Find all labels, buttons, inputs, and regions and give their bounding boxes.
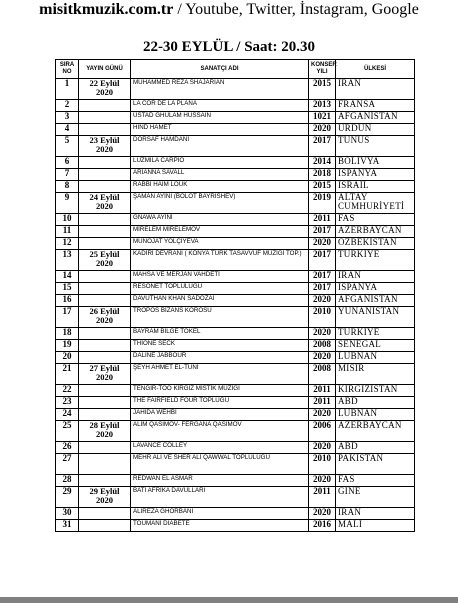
artist-name: BAYRAM BİLGE TOKEL — [131, 328, 309, 340]
country-name: FAS — [336, 475, 415, 487]
country-name: ALTAY CUMHURİYETİ — [336, 193, 415, 214]
col-header-country: ÜLKESİ — [336, 60, 415, 79]
artist-name: DALİNE JABBOUR — [131, 352, 309, 364]
table-header-row — [56, 60, 415, 79]
artist-name: ARİANNA SAVALL — [131, 169, 309, 181]
broadcast-date — [79, 100, 131, 112]
artist-name: HIND HAMET — [131, 124, 309, 136]
country-name: İRAN — [336, 79, 415, 100]
broadcast-date — [79, 283, 131, 295]
table-row — [56, 508, 415, 520]
broadcast-date: 22 Eylül 2020 — [79, 79, 131, 100]
artist-name: DORSAF HAMDANİ — [131, 136, 309, 157]
table-row — [56, 169, 415, 181]
row-number: 31 — [56, 520, 79, 532]
concert-year: 2015 — [309, 181, 336, 193]
artist-name: REDWAN EL ASMAR — [131, 475, 309, 487]
artist-name: RABBİ HAIM LOUK — [131, 181, 309, 193]
row-number: 27 — [56, 454, 79, 475]
artist-name: TENGIR-TOO KIRGIZ MİSTİK MÜZİĞİ — [131, 385, 309, 397]
concert-year: 2017 — [309, 136, 336, 157]
concert-year: 1021 — [309, 112, 336, 124]
table-row — [56, 520, 415, 532]
country-name: FRANSA — [336, 100, 415, 112]
artist-name: TOUMANİ DİABETE — [131, 520, 309, 532]
country-name: BOLİVYA — [336, 157, 415, 169]
table-row — [56, 385, 415, 397]
channels-text: / Youtube, Twitter, İnstagram, Google — [177, 1, 419, 18]
country-name: FAS — [336, 214, 415, 226]
concert-year: 2013 — [309, 100, 336, 112]
country-name: İRAN — [336, 508, 415, 520]
table-row — [56, 307, 415, 328]
row-number: 16 — [56, 295, 79, 307]
table-row — [56, 214, 415, 226]
row-number: 8 — [56, 181, 79, 193]
row-number: 6 — [56, 157, 79, 169]
row-number: 11 — [56, 226, 79, 238]
row-number: 3 — [56, 112, 79, 124]
artist-name: MAHSA VE MERJAN VAHDETİ — [131, 271, 309, 283]
col-header-date: YAYIN GÜNÜ — [79, 60, 131, 79]
broadcast-date — [79, 181, 131, 193]
country-name: İSPANYA — [336, 283, 415, 295]
table-row — [56, 340, 415, 352]
concert-year: 2020 — [309, 124, 336, 136]
artist-name: MİRELEM MİRELEMOV — [131, 226, 309, 238]
concert-year: 2019 — [309, 193, 336, 214]
header-line — [0, 0, 458, 19]
row-number: 10 — [56, 214, 79, 226]
broadcast-date — [79, 352, 131, 364]
table-body — [56, 79, 415, 532]
country-name: İRAN — [336, 271, 415, 283]
row-number: 9 — [56, 193, 79, 214]
concert-year: 2008 — [309, 340, 336, 352]
concert-year: 2020 — [309, 409, 336, 421]
broadcast-date — [79, 397, 131, 409]
table-row — [56, 112, 415, 124]
table-row — [56, 487, 415, 508]
row-number: 20 — [56, 352, 79, 364]
broadcast-date: 26 Eylül 2020 — [79, 307, 131, 328]
artist-name: MUHAMMED REZA SHAJARIAN — [131, 79, 309, 100]
artist-name: DAVUTHAN KHAN SADOZAI — [131, 295, 309, 307]
country-name: GİNE — [336, 487, 415, 508]
country-name: ÜRDÜN — [336, 124, 415, 136]
row-number: 4 — [56, 124, 79, 136]
broadcast-date — [79, 520, 131, 532]
concert-year: 2020 — [309, 295, 336, 307]
broadcast-date — [79, 295, 131, 307]
table-row — [56, 181, 415, 193]
broadcast-date — [79, 271, 131, 283]
table-row — [56, 100, 415, 112]
concert-year: 2017 — [309, 226, 336, 238]
table-row — [56, 157, 415, 169]
concert-year: 2020 — [309, 238, 336, 250]
table-row — [56, 328, 415, 340]
table-row — [56, 364, 415, 385]
concert-year: 2006 — [309, 421, 336, 442]
broadcast-date — [79, 508, 131, 520]
site-name: misitkmuzik.com.tr — [39, 1, 174, 18]
country-name: ABD — [336, 397, 415, 409]
concert-year: 2020 — [309, 475, 336, 487]
broadcast-date — [79, 214, 131, 226]
col-header-year: KONSER YILI — [309, 60, 336, 79]
table-row — [56, 295, 415, 307]
row-number: 5 — [56, 136, 79, 157]
artist-name: JAHIDA WEHBİ — [131, 409, 309, 421]
concert-year: 2014 — [309, 157, 336, 169]
row-number: 21 — [56, 364, 79, 385]
row-number: 14 — [56, 271, 79, 283]
concert-year: 2010 — [309, 307, 336, 328]
broadcast-date — [79, 112, 131, 124]
concert-year: 2015 — [309, 79, 336, 100]
table-row — [56, 409, 415, 421]
country-name: SENEGAL — [336, 340, 415, 352]
row-number: 22 — [56, 385, 79, 397]
table-row — [56, 352, 415, 364]
table-row — [56, 193, 415, 214]
row-number: 18 — [56, 328, 79, 340]
broadcast-date: 24 Eylül 2020 — [79, 193, 131, 214]
concert-year: 2016 — [309, 520, 336, 532]
broadcast-date — [79, 475, 131, 487]
artist-name: LUZMILA CARPIO — [131, 157, 309, 169]
country-name: İSRAİL — [336, 181, 415, 193]
artist-name: LA COR DE LA PLANA — [131, 100, 309, 112]
country-name: AZERBAYCAN — [336, 421, 415, 442]
broadcast-date: 27 Eylül 2020 — [79, 364, 131, 385]
table-row — [56, 238, 415, 250]
country-name: AZERBAYCAN — [336, 226, 415, 238]
table-row — [56, 226, 415, 238]
country-name: MISIR — [336, 364, 415, 385]
artist-name: ÜSTAD GHULAM HUSSAIN — [131, 112, 309, 124]
row-number: 29 — [56, 487, 79, 508]
broadcast-date — [79, 454, 131, 475]
concert-year: 2017 — [309, 250, 336, 271]
row-number: 1 — [56, 79, 79, 100]
country-name: TUNUS — [336, 136, 415, 157]
country-name: KIRGIZİSTAN — [336, 385, 415, 397]
broadcast-date — [79, 409, 131, 421]
broadcast-date: 25 Eylül 2020 — [79, 250, 131, 271]
concert-year: 2008 — [309, 364, 336, 385]
row-number: 15 — [56, 283, 79, 295]
concert-year: 2020 — [309, 352, 336, 364]
col-header-no: SIRA NO — [56, 60, 79, 79]
broadcast-date — [79, 157, 131, 169]
concert-year: 2011 — [309, 487, 336, 508]
artist-name: BATI AFRİKA DAVULLARI — [131, 487, 309, 508]
concert-year: 2011 — [309, 397, 336, 409]
table-row — [56, 475, 415, 487]
concert-year: 2018 — [309, 169, 336, 181]
broadcast-date — [79, 385, 131, 397]
artist-name: LAVANCE COLLEY — [131, 442, 309, 454]
row-number: 26 — [56, 442, 79, 454]
date-heading: 22-30 EYLÜL / Saat: 20.30 — [142, 39, 316, 55]
table-row — [56, 79, 415, 100]
broadcast-date: 28 Eylül 2020 — [79, 421, 131, 442]
country-name: İSPANYA — [336, 169, 415, 181]
artist-name: ŞEYH AHMET EL-TUNİ — [131, 364, 309, 385]
country-name: YUNANİSTAN — [336, 307, 415, 328]
country-name: PAKİSTAN — [336, 454, 415, 475]
country-name: AFGANİSTAN — [336, 295, 415, 307]
row-number: 17 — [56, 307, 79, 328]
artist-name: THE FAIRFIELD FOUR TOPLUĞU — [131, 397, 309, 409]
country-name: MALİ — [336, 520, 415, 532]
broadcast-date — [79, 169, 131, 181]
artist-name: KADİRİ DEVRANI ( KONYA TÜRK TASAVVUF MÜZİĞİ TOP.) — [131, 250, 309, 271]
table-row — [56, 421, 415, 442]
table-row — [56, 283, 415, 295]
country-name: LÜBNAN — [336, 409, 415, 421]
country-name: TÜRKİYE — [336, 328, 415, 340]
artist-name: ALİREZA GHORBANİ — [131, 508, 309, 520]
bottom-scroll-bar — [0, 597, 458, 603]
concert-year: 2017 — [309, 283, 336, 295]
broadcast-date — [79, 124, 131, 136]
row-number: 7 — [56, 169, 79, 181]
schedule-table — [55, 59, 415, 532]
broadcast-date — [79, 226, 131, 238]
table-row — [56, 397, 415, 409]
concert-year: 2020 — [309, 442, 336, 454]
artist-name: THİONE SECK — [131, 340, 309, 352]
broadcast-date: 29 Eylül 2020 — [79, 487, 131, 508]
country-name: ABD — [336, 442, 415, 454]
broadcast-date: 23 Eylül 2020 — [79, 136, 131, 157]
artist-name: ALİM QASIMOV- FERGANA QASIMOV — [131, 421, 309, 442]
artist-name: GNAWA AYİNİ — [131, 214, 309, 226]
concert-year: 2011 — [309, 385, 336, 397]
artist-name: ŞAMAN AYİNİ (BOLOT BAYRISHEV) — [131, 193, 309, 214]
row-number: 28 — [56, 475, 79, 487]
table-row — [56, 271, 415, 283]
row-number: 12 — [56, 238, 79, 250]
broadcast-date — [79, 442, 131, 454]
col-header-artist: SANATÇI ADI — [131, 60, 309, 79]
broadcast-date — [79, 340, 131, 352]
row-number: 19 — [56, 340, 79, 352]
artist-name: RESONET TOPLULUĞU — [131, 283, 309, 295]
row-number: 23 — [56, 397, 79, 409]
artist-name: MEHR ALİ VE SHER ALİ QAWWAL TOPLULUĞU — [131, 454, 309, 475]
table-row — [56, 136, 415, 157]
concert-year: 2017 — [309, 271, 336, 283]
table-row — [56, 454, 415, 475]
concert-year: 2010 — [309, 454, 336, 475]
concert-year: 2020 — [309, 508, 336, 520]
artist-name: TROPOS BİZANS KOROSU — [131, 307, 309, 328]
country-name: LÜBNAN — [336, 352, 415, 364]
row-number: 25 — [56, 421, 79, 442]
table-row — [56, 124, 415, 136]
table-row — [56, 442, 415, 454]
concert-year: 2020 — [309, 328, 336, 340]
broadcast-date — [79, 238, 131, 250]
row-number: 13 — [56, 250, 79, 271]
country-name: TÜRKİYE — [336, 250, 415, 271]
country-name: ÖZBEKİSTAN — [336, 238, 415, 250]
row-number: 30 — [56, 508, 79, 520]
artist-name: MUNOJAT YOLÇIYEVA — [131, 238, 309, 250]
concert-year: 2011 — [309, 214, 336, 226]
country-name: AFGANİSTAN — [336, 112, 415, 124]
row-number: 2 — [56, 100, 79, 112]
row-number: 24 — [56, 409, 79, 421]
broadcast-date — [79, 328, 131, 340]
table-row — [56, 250, 415, 271]
